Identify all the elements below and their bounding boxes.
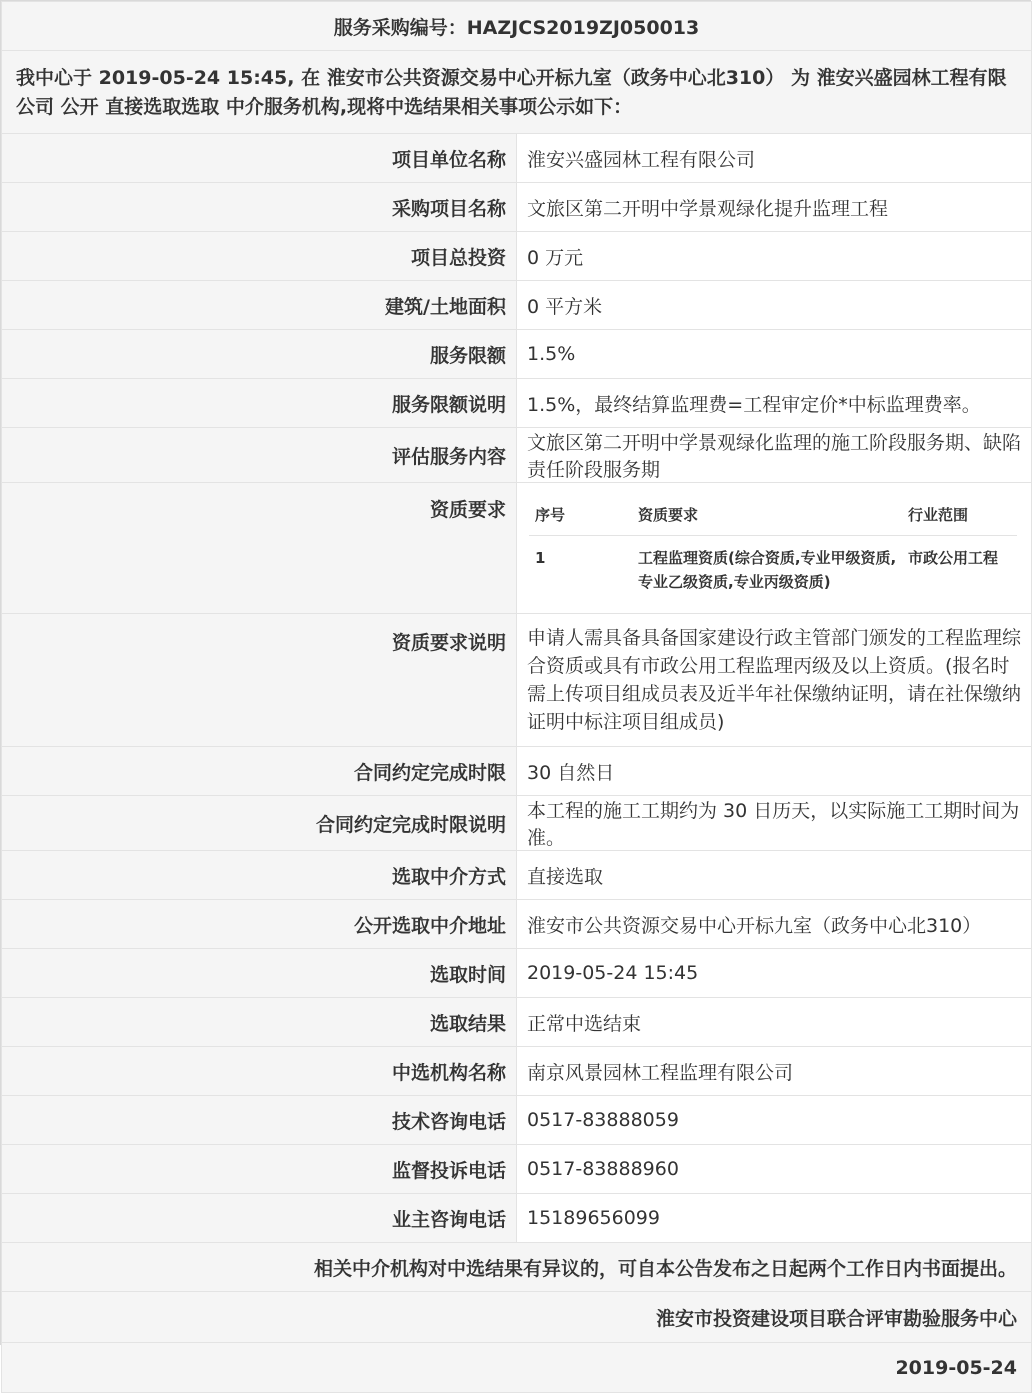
value-service-content: 文旅区第二开明中学景观绿化监理的施工阶段服务期、缺陷责任阶段服务期	[517, 428, 1032, 483]
qualification-table	[529, 495, 1017, 595]
table-row	[529, 535, 1017, 595]
value-selection-result: 正常中选结束	[517, 998, 1032, 1047]
label-total-investment: 项目总投资	[2, 232, 517, 281]
label-owner-phone: 业主咨询电话	[2, 1194, 517, 1243]
row-contract-deadline-desc	[2, 796, 1032, 851]
value-owner-phone: 15189656099	[517, 1194, 1032, 1243]
row-total-investment	[2, 232, 1032, 281]
qual-item-no: 1	[535, 548, 546, 567]
row-project-unit	[2, 134, 1032, 183]
row-selection-method	[2, 851, 1032, 900]
row-service-limit	[2, 330, 1032, 379]
qual-header-requirement: 资质要求	[637, 495, 907, 535]
row-qualification-desc	[2, 614, 1032, 747]
label-contract-deadline: 合同约定完成时限	[2, 747, 517, 796]
value-selection-method: 直接选取	[517, 851, 1032, 900]
label-project-unit: 项目单位名称	[2, 134, 517, 183]
row-selection-time	[2, 949, 1032, 998]
row-winner	[2, 1047, 1032, 1096]
value-selection-address: 淮安市公共资源交易中心开标九室（政务中心北310）	[517, 900, 1032, 949]
value-selection-time: 2019-05-24 15:45	[517, 949, 1032, 998]
row-selection-result	[2, 998, 1032, 1047]
value-service-limit: 1.5%	[517, 330, 1032, 379]
intro-text: 我中心于 2019-05-24 15:45, 在 淮安市公共资源交易中心开标九室（政务中心北310） 为 淮安兴盛园林工程有限公司 公开 直接选取选取 中介服务机构,现将中选结果相关事项公示如下：	[2, 51, 1032, 134]
row-tech-phone	[2, 1096, 1032, 1145]
label-selection-result: 选取结果	[2, 998, 517, 1047]
qual-item-requirement: 工程监理资质(综合资质,专业甲级资质,专业乙级资质,专业丙级资质)	[638, 548, 897, 591]
value-winner: 南京风景园林工程监理有限公司	[517, 1047, 1032, 1096]
value-total-investment: 0 万元	[517, 232, 1032, 281]
value-tech-phone: 0517-83888059	[517, 1096, 1032, 1145]
label-qualification: 资质要求	[2, 483, 517, 614]
value-contract-deadline-desc: 本工程的施工工期约为 30 日历天，以实际施工工期时间为准。	[517, 796, 1032, 851]
row-owner-phone	[2, 1194, 1032, 1243]
label-qualification-desc: 资质要求说明	[2, 614, 517, 747]
announcement-table	[1, 1, 1032, 1393]
row-purchase-name	[2, 183, 1032, 232]
value-service-limit-desc: 1.5%，最终结算监理费=工程审定价*中标监理费率。	[517, 379, 1032, 428]
label-service-limit: 服务限额	[2, 330, 517, 379]
label-complaint-phone: 监督投诉电话	[2, 1145, 517, 1194]
label-selection-time: 选取时间	[2, 949, 517, 998]
label-selection-address: 公开选取中介地址	[2, 900, 517, 949]
row-area	[2, 281, 1032, 330]
row-contract-deadline	[2, 747, 1032, 796]
label-tech-phone: 技术咨询电话	[2, 1096, 517, 1145]
objection-notice: 相关中介机构对中选结果有异议的，可自本公告发布之日起两个工作日内书面提出。	[2, 1243, 1032, 1292]
label-purchase-name: 采购项目名称	[2, 183, 517, 232]
announcement-date: 2019-05-24	[2, 1343, 1032, 1393]
value-purchase-name: 文旅区第二开明中学景观绿化提升监理工程	[517, 183, 1032, 232]
value-qualification-desc: 申请人需具备具备国家建设行政主管部门颁发的工程监理综合资质或具有市政公用工程监理丙级及以上资质。(报名时需上传项目组成员表及近半年社保缴纳证明，请在社保缴纳证明中标注项目组成员)	[517, 614, 1032, 747]
value-contract-deadline: 30 自然日	[517, 747, 1032, 796]
value-complaint-phone: 0517-83888960	[517, 1145, 1032, 1194]
qual-item-scope: 市政公用工程	[908, 548, 999, 567]
row-service-limit-desc	[2, 379, 1032, 428]
qual-header-scope: 行业范围	[907, 495, 1017, 535]
procurement-number-title: 服务采购编号：HAZJCS2019ZJ050013	[2, 2, 1032, 51]
qual-header-no: 序号	[529, 495, 637, 535]
label-area: 建筑/土地面积	[2, 281, 517, 330]
label-service-limit-desc: 服务限额说明	[2, 379, 517, 428]
label-contract-deadline-desc: 合同约定完成时限说明	[2, 796, 517, 851]
label-winner: 中选机构名称	[2, 1047, 517, 1096]
row-complaint-phone	[2, 1145, 1032, 1194]
value-area: 0 平方米	[517, 281, 1032, 330]
row-service-content	[2, 428, 1032, 483]
label-selection-method: 选取中介方式	[2, 851, 517, 900]
row-selection-address	[2, 900, 1032, 949]
issuing-organization: 淮安市投资建设项目联合评审勘验服务中心	[2, 1292, 1032, 1343]
value-project-unit: 淮安兴盛园林工程有限公司	[517, 134, 1032, 183]
qualification-header-row	[529, 495, 1017, 535]
label-service-content: 评估服务内容	[2, 428, 517, 483]
row-qualification	[2, 483, 1032, 614]
value-qualification	[517, 483, 1032, 614]
